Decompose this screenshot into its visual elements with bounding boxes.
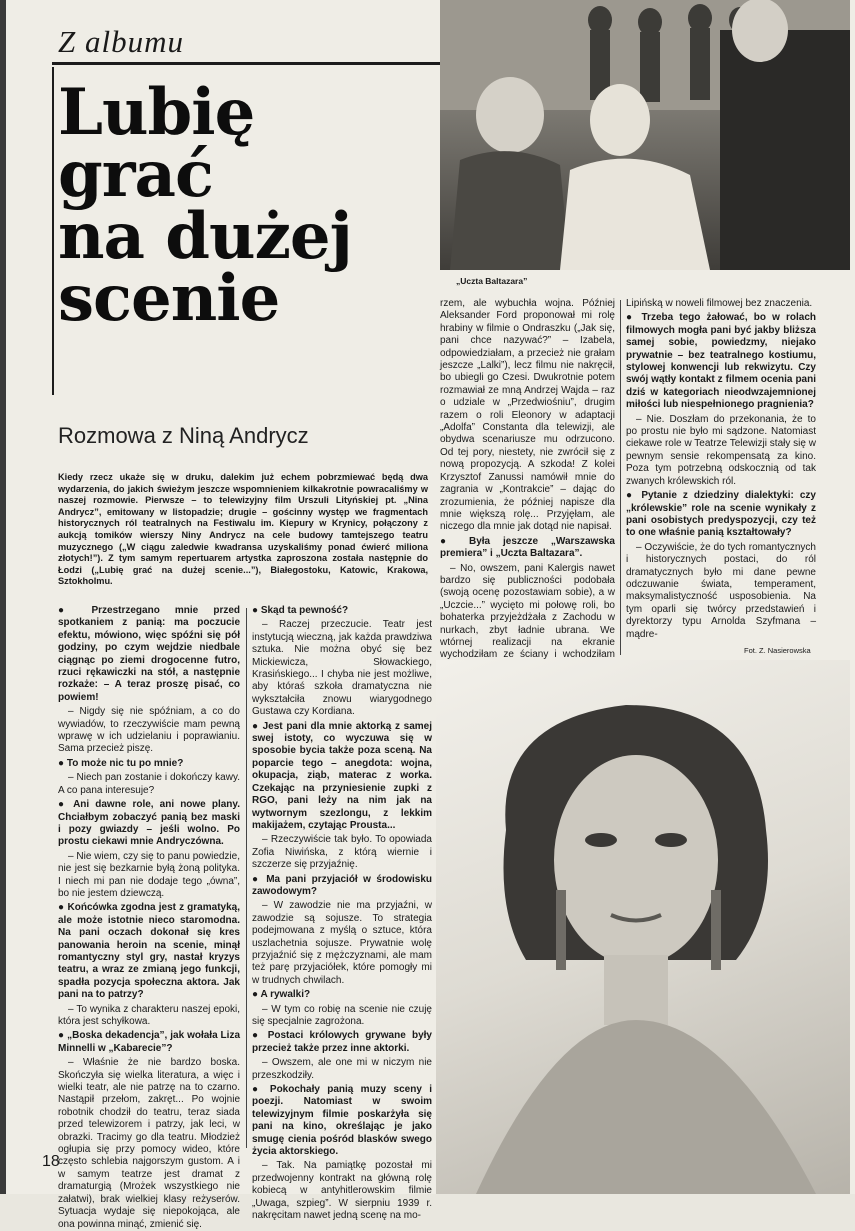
paragraph: ● Ma pani przyjaciół w środowisku zawodowym? bbox=[252, 874, 432, 899]
column-rule bbox=[620, 300, 621, 655]
paragraph: – Nie. Doszłam do przekonania, że to po prostu nie było mi sądzone. Natomiast ciekawe role w Teatrze Telewizji stały się w pewnym sensie rekompensatą za kino. Poza tym potrzebną odskocznią od tak zwanych królewskich ról. bbox=[626, 413, 816, 487]
headline-bracket bbox=[52, 67, 54, 395]
paragraph: ● Końcówka zgodna jest z gramatyką, ale może istotnie nieco staromodna. Na pani oczach dokonał się kres panowania heroin na scenie, minął romantyczny styl gry, nastał kryzys teatru, a wraz ze zmianą jego funkcji, spadła pozycja społeczna aktora. Jak pani na to patrzy? bbox=[58, 902, 240, 1001]
paragraph: – Nie wiem, czy się to panu powiedzie, nie jest się bezkarnie byłą żoną polityka. I niech mi pan nie dodaje tego „ówna”, bo nie jestem dziewczą. bbox=[58, 850, 240, 899]
paragraph: – Niech pan zostanie i dokończy kawy. A co pana interesuje? bbox=[58, 772, 240, 796]
paragraph: – W zawodzie nie ma przyjaźni, w zawodzie są sojusze. To strategia podejmowana z myślą o sztuce, która uszlachetnia sojusze. Prywatnie wolę przyjaźnić się z mężczyznami, ale mam też parę przyjaciółek, które pomogły mi w trudnych chwilach. bbox=[252, 900, 432, 986]
paragraph: – Rzeczywiście tak było. To opowiada Zofia Niwińska, z którą wiernie i szczerze się przyjaźnię. bbox=[252, 834, 432, 871]
text-column-1 bbox=[58, 605, 241, 1230]
headline-line-3: na dużej bbox=[58, 199, 352, 274]
paragraph: – Oczywiście, że do tych romantycznych i historycznych postaci, do ról dramatycznych było mi dane pewne odczuwanie świata, temperament, maksymalistyczność usposobienia. Na tym oparli się twórcy przedstawień i dyrektorzy typu Arnolda Szyfmana – mądre- bbox=[626, 541, 816, 640]
paragraph: – Nigdy się nie spóźniam, a co do wywiadów, to rzeczywiście mam pewną wprawę w ich udzielaniu i poprawianiu. Sama przecież piszę. bbox=[58, 706, 240, 755]
subtitle: Rozmowa z Niną Andrycz bbox=[58, 423, 309, 448]
column-rule bbox=[246, 608, 247, 1148]
headline-line-2: grać bbox=[58, 137, 213, 212]
portrait-illustration bbox=[436, 660, 850, 1194]
paragraph: – Właśnie że nie bardzo boska. Skończyła się wielka literatura, a więc i wielki teatr, ale nie patrzę na to czarno. Nastąpił przełom, zakręt... Po wojnie robotnik chodził do teatru, teraz siada przed telewizorem i patrzy, jak leci, w obrazki. Tracimy go dla teatru. Młodzież ogłupia się przy pomocy wideo, które często schlebia najgorszym gustom. A i w samym teatrze jest dramat z dramaturgią (Mrożek wszystkiego nie załatwi), brak wielkiej klasy reżyserów. Sytuacja wydaje się niepokojąca, ale ona powinna minąć, zmienić się. bbox=[58, 1057, 240, 1230]
paragraph: – To wynika z charakteru naszej epoki, która jest schyłkowa. bbox=[58, 1003, 240, 1027]
paragraph: rzem, ale wybuchła wojna. Później Aleksander Ford proponował mi rolę hrabiny w filmie o Ondraszku („Jak się, pani chce nazywać?” – Izabela, odpowiedziałam, a przecież nie grałam jeszcze „Lalki”), lecz filmu nie nakręcił, bo ubiegli go Czesi. Dwukrotnie potem rozmawiał ze mną Andrzej Wajda – raz o udziale w „Przedwiośniu”, drugim razem o roli Eleonory w adaptacji „Adolfa” Constanta dla telewizji, ale obydwa scenariusze mu odrzucono. Od tej pory, niestety, nie zwrócił się z nową propozycją. A szkoda! Z kolei Krzysztof Zanussi namówił mnie do zagrania w „Kontrakcie” – dając do zrozumienia, że później napisze dla mnie większą rolę... Przyjęłam, ale niczego dla mnie jak dotąd nie napisał. bbox=[440, 298, 615, 533]
paragraph: – Owszem, ale one mi w niczym nie przeszkodziły. bbox=[252, 1057, 432, 1081]
section-rule bbox=[52, 62, 440, 65]
paragraph: ● Skąd ta pewność? bbox=[252, 605, 432, 617]
paragraph: ● Pokochały panią muzy sceny i poezji. Natomiast w swoim telewizyjnym filmie poskarżyła się pani na kino, określając je jako smugę cienia pośród blasków swego życia aktorskiego. bbox=[252, 1084, 432, 1158]
paragraph: ● „Boska dekadencja”, jak wołała Liza Minnelli w „Kabarecie”? bbox=[58, 1030, 240, 1055]
paragraph: – W tym co robię na scenie nie czuję się specjalnie zagrożona. bbox=[252, 1003, 432, 1027]
lead-paragraph: Kiedy rzecz ukaże się w druku, dalekim już echem pobrzmiewać będą dwa wydarzenia, do jakich świeżym jeszcze wspomnieniem kilkakrotnie powracaliśmy w naszej rozmowie. Pierwsze – to telewizyjny film Urszuli Lityńskiej pt. „Nina Andrycz”, emitowany w listopadzie; drugie – gościnny występ we fragmentach historycznych ról teatralnych na Festiwalu im. Kiepury w Krynicy, połączony z aukcją tomików wierszy Niny Andrycz na cele budowy tamtejszego teatru muzycznego („W ciągu zaledwie kwadransa uzyskaliśmy ponad ćwierć miliona złotych!”). Z tym samym repertuarem artystka zaproszona została następnie do Łodzi („Lubię grać na dużej scenie...”), Białegostoku, Katowic, Krakowa, Sztokholmu. bbox=[58, 472, 428, 587]
top-photo bbox=[440, 0, 850, 270]
headline-line-1: Lubię bbox=[58, 75, 255, 150]
text-column-2 bbox=[252, 605, 432, 1222]
text-column-3 bbox=[440, 298, 615, 661]
paragraph: ● Przestrzegano mnie przed spotkaniem z panią: ma poczucie efektu, mówiono, więc spóźni się pół godziny, po czym wejdzie niedbale ciągnąc po ziemi drogocenne futro, rzuci rękawiczki na stół, a następnie rozkaże: – A teraz proszę pisać, co powiem! bbox=[58, 605, 240, 704]
paragraph: ● Pytanie z dziedziny dialektyki: czy „królewskie” role na scenie wynikały z pani osobistych predyspozycji, czy też to one właśnie panią kształtowały? bbox=[626, 490, 816, 540]
paragraph: ● Trzeba tego żałować, bo w rolach filmowych mogła pani być jakby bliższa samej sobie, powiedzmy, niejako prywatnie – bez teatralnego kostiumu, stylowej konwencji lub rekwizytu. Czy swój wątły kontakt z filmem ocenia pani dziś w kategoriach nieodwzajemnionej miłości lub niespełnionego pragnienia? bbox=[626, 312, 816, 411]
headline-line-4: scenie bbox=[58, 261, 280, 336]
paragraph: ● A rywalki? bbox=[252, 989, 432, 1001]
paragraph: – Tak. Na pamiątkę pozostał mi przedwojenny kontrakt na główną rolę kobiecą w antyhitlerowskim filmie „Uwaga, szpieg”. W sierpniu 1939 r. nakręcitam nawet jedną scenę na mo- bbox=[252, 1160, 432, 1222]
paragraph: – Raczej przeczucie. Teatr jest instytucją wieczną, jak każda prawdziwa sztuka. Nie można obyć się bez Mickiewicza, Słowackiego, Krasińskiego... I chyba nie jest możliwe, aby któraś szkoła dramatyczna nie wykształciła znowu wiarygodnego Gustawa czy Kordiana. bbox=[252, 619, 432, 718]
stage-scene-illustration bbox=[440, 0, 850, 270]
paragraph: ● To może nic tu po mnie? bbox=[58, 758, 240, 770]
page-number: 18 bbox=[42, 1153, 60, 1170]
headline bbox=[58, 75, 438, 336]
paragraph: Lipińską w noweli filmowej bez znaczenia. bbox=[626, 298, 813, 309]
photo-credit: Fot. Z. Nasierowska bbox=[744, 646, 811, 655]
paragraph: – No, owszem, pani Kalergis nawet bardzo się publiczności podobała (swoją ocenę pozostawiam sobie), a w „Uczcie...” wycięto mi połowę roli, bo bohaterka przyjeżdżała z Zachodu w nurkach, zbyt ładnie ubrana. We wtórnej realizacji na ekranie wychodziłam ze ściany i wchodziłam bbox=[440, 562, 615, 661]
paragraph: ● Postaci królowych grywane były przecież także przez inne aktorki. bbox=[252, 1030, 432, 1055]
paragraph: ● Ani dawne role, ani nowe plany. Chciałbym zobaczyć panią bez maski i pozy gwiazdy – jeśli wolno. Po prostu ciekawi mnie Andryczówna. bbox=[58, 799, 240, 849]
paragraph: ● Jest pani dla mnie aktorką z samej swej istoty, co wyczuwa się w sposobie bycia także poza sceną. Na poparcie tego – anegdota: wojna, okupacja, ziąb, materac z worka. Czekając na przyniesienie zupki z RGO, pani leży na nim jak na wytwornym szezlongu, z lekkim makijażem, czytając Prousta... bbox=[252, 721, 432, 833]
text-column-4 bbox=[626, 298, 816, 643]
photo-caption: „Uczta Baltazara” bbox=[456, 276, 528, 286]
portrait-photo bbox=[436, 660, 850, 1194]
paragraph: ● Była jeszcze „Warszawska premiera” i „Uczta Baltazara”. bbox=[440, 536, 615, 561]
section-label: Z albumu bbox=[58, 24, 184, 59]
page-edge bbox=[0, 0, 6, 1194]
